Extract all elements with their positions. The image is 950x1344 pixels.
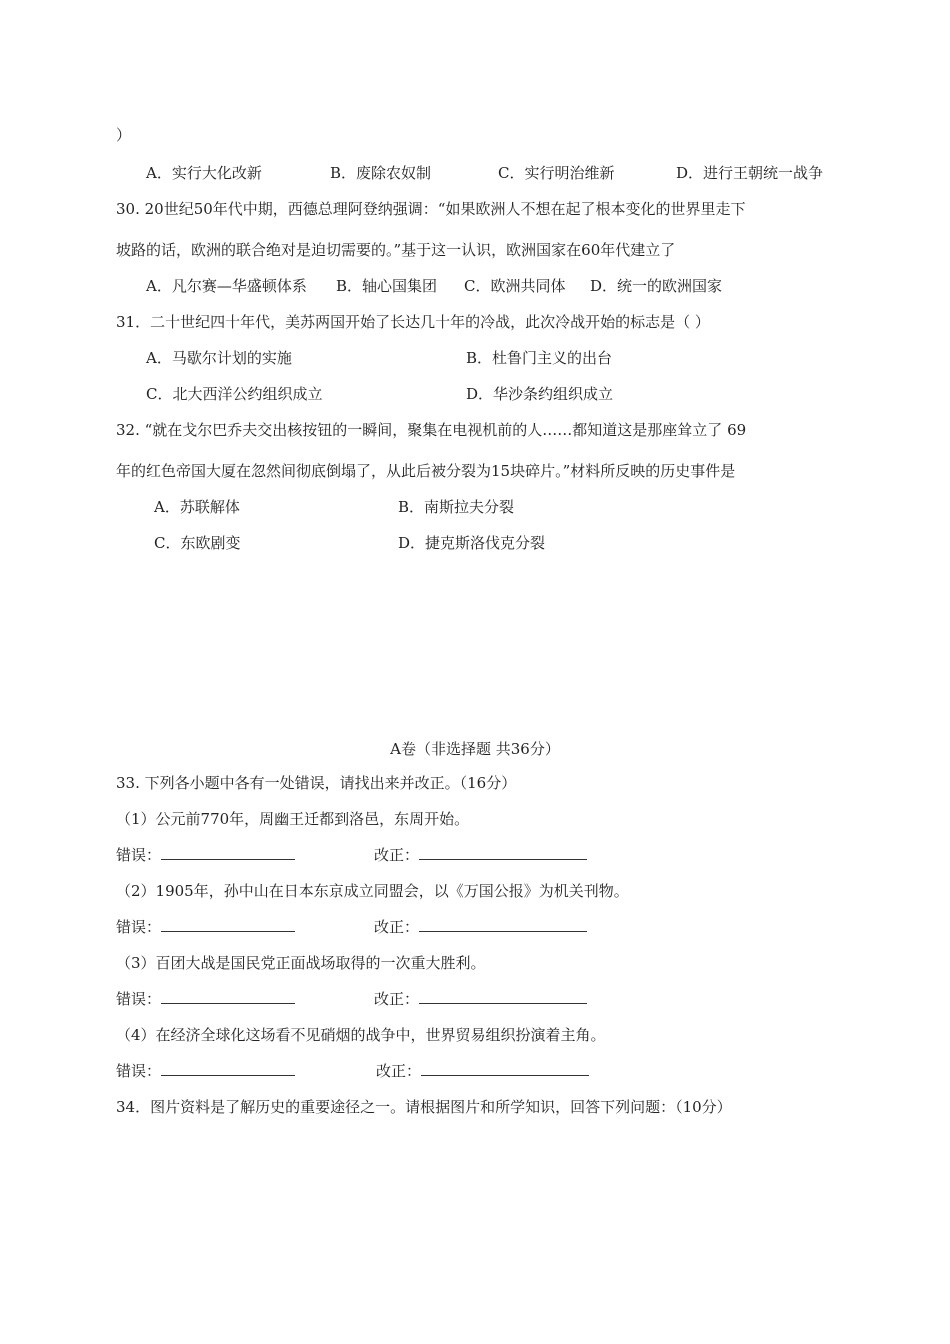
q31-option-b: B．杜鲁门主义的出台 xyxy=(466,349,613,367)
q33-answer-row-3 xyxy=(116,989,295,1009)
fix-label: 改正： xyxy=(374,918,420,936)
error-label: 错误： xyxy=(116,846,162,864)
q32-option-d: D．捷克斯洛伐克分裂 xyxy=(398,534,546,552)
error-blank-2[interactable] xyxy=(161,917,295,932)
error-label: 错误： xyxy=(116,990,162,1008)
fix-blank-1[interactable] xyxy=(419,845,587,860)
q33-answer-row-1 xyxy=(116,845,295,865)
q33-item-2: （2）1905年，孙中山在日本东京成立同盟会，以《万国公报》为机关刊物。 xyxy=(116,882,629,900)
error-blank-4[interactable] xyxy=(161,1061,295,1076)
q33-fix-row-1 xyxy=(374,845,587,865)
q32-option-a: A．苏联解体 xyxy=(154,498,240,516)
q34-stem: 34．图片资料是了解历史的重要途径之一。请根据图片和所学知识，回答下列问题：（10分） xyxy=(116,1098,732,1116)
q29-option-d: D．进行王朝统一战争 xyxy=(676,164,824,182)
q31-option-a: A．马歇尔计划的实施 xyxy=(146,349,292,367)
fix-blank-4[interactable] xyxy=(421,1061,589,1076)
q31-option-d: D．华沙条约组织成立 xyxy=(466,385,614,403)
fix-label: 改正： xyxy=(376,1062,422,1080)
q30-option-b: B．轴心国集团 xyxy=(336,277,438,295)
q33-fix-row-4 xyxy=(376,1061,589,1081)
section-title: A卷（非选择题 共36分） xyxy=(390,740,560,758)
fix-blank-3[interactable] xyxy=(419,989,587,1004)
q33-fix-row-2 xyxy=(374,917,587,937)
continued-paren: ） xyxy=(116,126,132,144)
q33-item-4: （4）在经济全球化这场看不见硝烟的战争中，世界贸易组织扮演着主角。 xyxy=(116,1026,606,1044)
error-label: 错误： xyxy=(116,918,162,936)
q29-option-a: A．实行大化改新 xyxy=(146,164,262,182)
q33-fix-row-3 xyxy=(374,989,587,1009)
q32-stem-line1: 32. “就在戈尔巴乔夫交出核按钮的一瞬间，聚集在电视机前的人……都知道这是那座耸立了 69 xyxy=(116,421,747,439)
q33-item-3: （3）百团大战是国民党正面战场取得的一次重大胜利。 xyxy=(116,954,486,972)
q33-item-1: （1）公元前770年，周幽王迁都到洛邑，东周开始。 xyxy=(116,810,470,828)
q32-option-b: B．南斯拉夫分裂 xyxy=(398,498,515,516)
fix-blank-2[interactable] xyxy=(419,917,587,932)
q30-stem-line1: 30. 20世纪50年代中期，西德总理阿登纳强调：“如果欧洲人不想在起了根本变化的世界里走下 xyxy=(116,200,746,218)
q30-option-a: A．凡尔赛—华盛顿体系 xyxy=(146,277,307,295)
q33-answer-row-2 xyxy=(116,917,295,937)
fix-label: 改正： xyxy=(374,846,420,864)
q30-stem-line2: 坡路的话，欧洲的联合绝对是迫切需要的。”基于这一认识，欧洲国家在60年代建立了 xyxy=(116,241,676,259)
error-blank-1[interactable] xyxy=(161,845,295,860)
q33-answer-row-4 xyxy=(116,1061,295,1081)
q32-option-c: C．东欧剧变 xyxy=(154,534,241,552)
q30-option-c: C．欧洲共同体 xyxy=(464,277,566,295)
q29-option-b: B．废除农奴制 xyxy=(330,164,432,182)
q31-option-c: C．北大西洋公约组织成立 xyxy=(146,385,323,403)
q33-stem: 33. 下列各小题中各有一处错误，请找出来并改正。（16分） xyxy=(116,774,517,792)
error-label: 错误： xyxy=(116,1062,162,1080)
error-blank-3[interactable] xyxy=(161,989,295,1004)
q32-stem-line2: 年的红色帝国大厦在忽然间彻底倒塌了，从此后被分裂为15块碎片。”材料所反映的历史事件是 xyxy=(116,462,736,480)
q30-option-d: D．统一的欧洲国家 xyxy=(590,277,723,295)
q29-option-c: C．实行明治维新 xyxy=(498,164,615,182)
q31-stem: 31．二十世纪四十年代，美苏两国开始了长达几十年的冷战，此次冷战开始的标志是（ ） xyxy=(116,313,710,331)
fix-label: 改正： xyxy=(374,990,420,1008)
